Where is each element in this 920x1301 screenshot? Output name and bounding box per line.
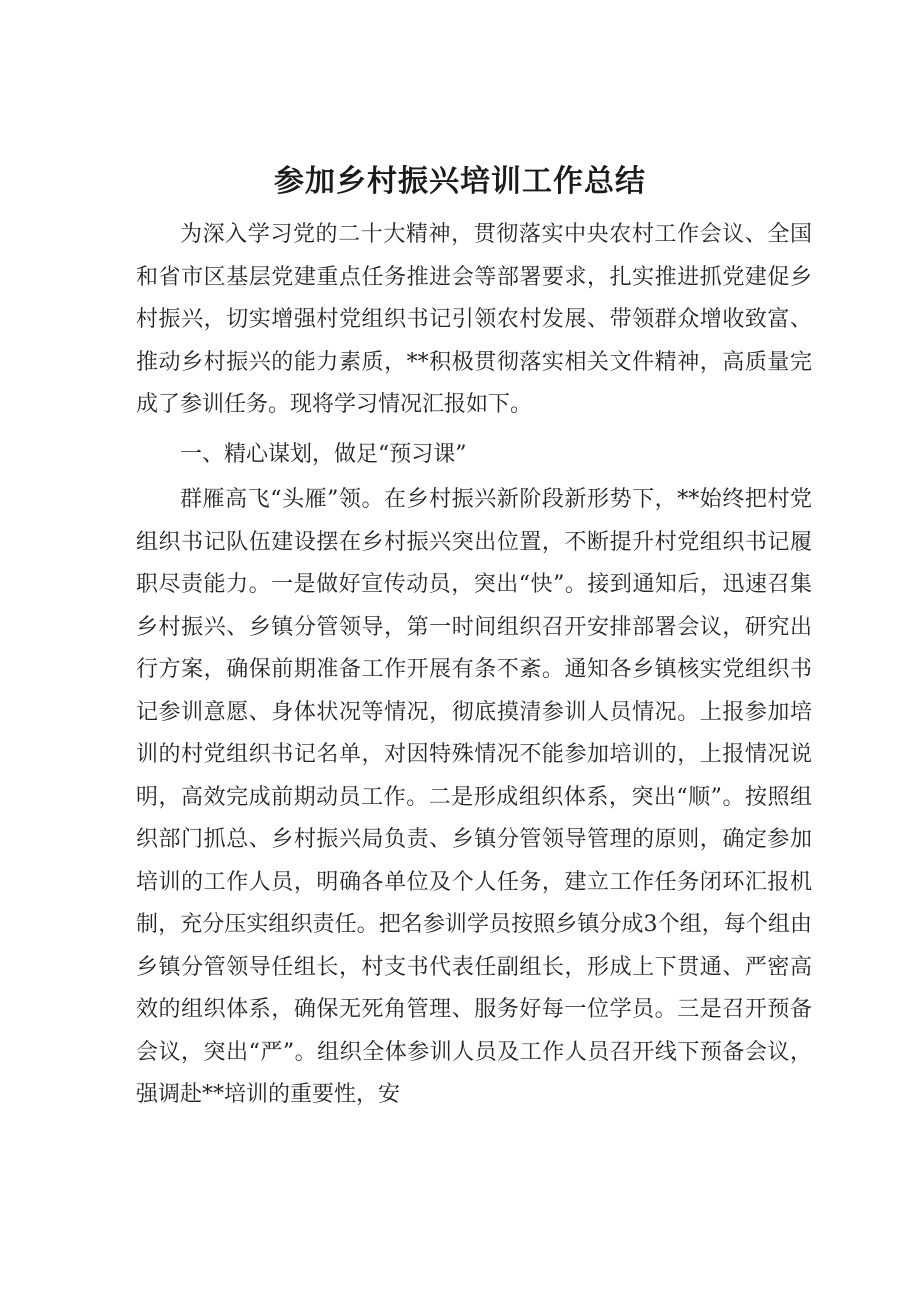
document-title: 参加乡村振兴培训工作总结 <box>274 164 646 199</box>
section-heading-1: 一、精心谋划，做足“预习课” <box>180 442 467 467</box>
intro-paragraph: 为深入学习党的二十大精神，贯彻落实中央农村工作会议、全国和省市区基层党建重点任务推进会等部署要求，扎实推进抓党建促乡村振兴，切实增强村党组织书记引领农村发展、带领群众增收致富、推动乡村振兴的能力素质，**积极贯彻落实相关文件精神，高质量完成了参训任务。现将学习情况汇报如下。 <box>136 222 812 417</box>
section-1-paragraph: 群雁高飞“头雁”领。在乡村振兴新阶段新形势下，**始终把村党组织书记队伍建设摆在乡村振兴突出位置，不断提升村党组织书记履职尽责能力。一是做好宣传动员，突出“快”。接到通知后，迅速召集乡村振兴、乡镇分管领导，第一时间组织召开安排部署会议，研究出行方案，确保前期准备工作开展有条不紊。通知各乡镇核实党组织书记参训意愿、身体状况等情况，彻底摸清参训人员情况。上报参加培训的村党组织书记名单，对因特殊情况不能参加培训的，上报情况说明，高效完成前期动员工作。二是形成组织体系，突出“顺”。按照组织部门抓总、乡村振兴局负责、乡镇分管领导管理的原则，确定参加培训的工作人员，明确各单位及个人任务，建立工作任务闭环汇报机制，充分压实组织责任。把名参训学员按照乡镇分成3个组，每个组由乡镇分管领导任组长，村支书代表任副组长，形成上下贯通、严密高效的组织体系，确保无死角管理、服务好每一位学员。三是召开预备会议，突出“严”。组织全体参训人员及工作人员召开线下预备会议，强调赴**培训的重要性，安 <box>136 487 812 1107</box>
